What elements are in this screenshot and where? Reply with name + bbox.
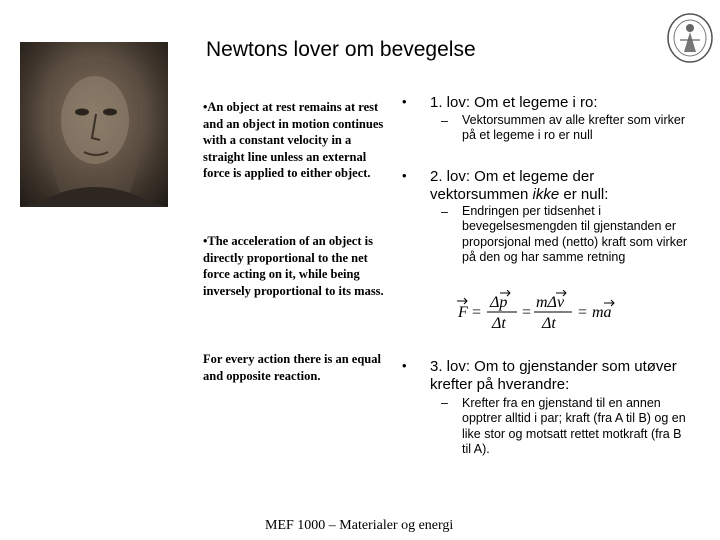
- formula-num1: Δp: [490, 294, 508, 311]
- slide-footer: MEF 1000 – Materialer og energi: [265, 518, 454, 533]
- formula-num2: mΔv: [536, 294, 565, 311]
- formula-den1: Δt: [492, 315, 506, 332]
- dash: –: [441, 114, 448, 128]
- law-2-detail: Endringen per tidsenhet i bevegelsesmengden til gjenstanden er proporsjonal med (netto) kraft som virker på den og har samme retning: [462, 204, 688, 265]
- law-1-heading: 1. lov: Om et legeme i ro:: [430, 94, 598, 111]
- formula-F: F: [458, 304, 468, 321]
- dash: –: [441, 205, 448, 219]
- portrait-sketch: [20, 42, 168, 207]
- bullet: •: [402, 358, 407, 373]
- formula-eq2: =: [522, 304, 532, 321]
- law-3-detail: Krefter fra en gjenstand til en annen opptrer alltid i par; kraft (fra A til B) og en like stor og motsatt rettet motkraft (fra B til A).: [462, 396, 686, 457]
- formula-eq1: =: [472, 304, 482, 321]
- law-2-text-post: er null:: [559, 186, 609, 203]
- first-law-english-text: •An object at rest remains at rest and an object in motion continues with a constant velocity in a straight line unless an external force is applied to either object.: [203, 100, 384, 181]
- law-2-text-emphasis: ikke: [532, 186, 560, 203]
- third-law-english-text: For every action there is an equal and opposite reaction.: [203, 352, 381, 383]
- formula-ma: ma: [592, 304, 612, 321]
- dash: –: [441, 396, 448, 410]
- law-1-detail: Vektorsummen av alle krefter som virker på et legeme i ro er null: [462, 113, 685, 143]
- law-2-text-pre: 2. lov: Om et legeme der vektorsummen: [430, 168, 595, 203]
- bullet: •: [402, 94, 407, 109]
- law-3-heading: 3. lov: Om to gjenstander som utøver krefter på hverandre:: [430, 358, 677, 393]
- slide-title: Newtons lover om bevegelse: [206, 38, 476, 61]
- formula-den2: Δt: [542, 315, 556, 332]
- law-2-heading: [430, 168, 680, 204]
- newton-portrait: [20, 42, 168, 207]
- second-law-english-text: •The acceleration of an object is directly proportional to the net force acting on it, while being inversely proportional to its mass.: [203, 234, 384, 298]
- newton-second-law-formula: [452, 290, 617, 332]
- university-seal-icon: [666, 12, 714, 64]
- bullet: •: [402, 168, 407, 183]
- formula-eq3: =: [578, 304, 588, 321]
